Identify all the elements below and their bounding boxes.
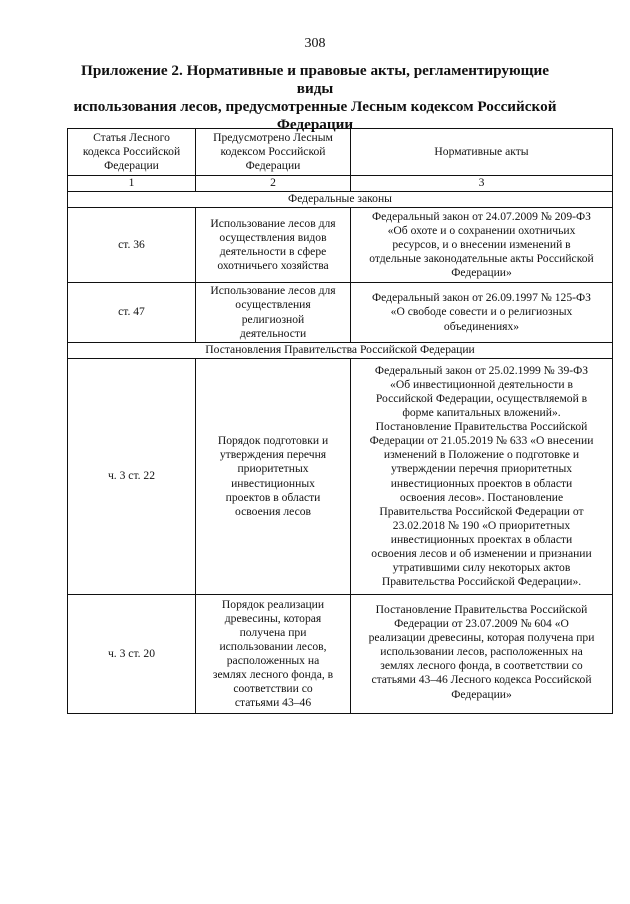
table-row xyxy=(68,595,613,714)
table-header-row xyxy=(68,129,613,176)
title-line: использования лесов, предусмотренные Лесным кодексом Российской xyxy=(73,98,557,115)
column-number: 1 xyxy=(68,176,196,192)
article-cell: ч. 3 ст. 20 xyxy=(68,595,196,714)
article-cell: ст. 36 xyxy=(68,208,196,283)
section-heading: Постановления Правительства Российской Федерации xyxy=(68,343,613,359)
provided-cell: Использование лесов для осуществления религиозной деятельности xyxy=(196,283,351,343)
article-cell: ст. 47 xyxy=(68,283,196,343)
appendix-title xyxy=(62,62,568,134)
acts-cell: Федеральный закон от 26.09.1997 № 125-ФЗ «О свободе совести и о религиозных объединениях» xyxy=(351,283,613,343)
title-line: Федерации xyxy=(276,116,354,133)
header-acts: Нормативные акты xyxy=(351,129,613,176)
article-cell: ч. 3 ст. 22 xyxy=(68,359,196,595)
header-article: Статья Лесного кодекса Российской Федерации xyxy=(68,129,196,176)
section-row-government-resolutions xyxy=(68,343,613,359)
column-number: 2 xyxy=(196,176,351,192)
acts-cell: Федеральный закон от 24.07.2009 № 209-ФЗ «Об охоте и о сохранении охотничьих ресурсов, и о внесении изменений в отдельные законодательные акты Российской Федерации» xyxy=(351,208,613,283)
section-row-federal-laws xyxy=(68,192,613,208)
header-provided: Предусмотрено Лесным кодексом Российской Федерации xyxy=(196,129,351,176)
title-line: Приложение 2. Нормативные и правовые акты, регламентирующие виды xyxy=(81,62,549,97)
column-number: 3 xyxy=(351,176,613,192)
section-heading: Федеральные законы xyxy=(68,192,613,208)
page-number: 308 xyxy=(304,36,326,51)
acts-cell: Федеральный закон от 25.02.1999 № 39-ФЗ «Об инвестиционной деятельности в Российской Федерации, осуществляемой в форме капитальных вложений». Постановление Правительства Российской Федерации от 21.05.2019 № 633 «О внесении изменений в Положение о подготовке и утверждении перечня приоритетных инвестиционных проектов в области освоения лесов». Постановление Правительства Российской Федерации от 23.02.2018 № 190 «О приоритетных инвестиционных проектах в области освоения лесов и об изменении и признании утратившими силу некоторых актов Правительства Российской Федерации». xyxy=(351,359,613,595)
column-number-row xyxy=(68,176,613,192)
provided-cell: Использование лесов для осуществления видов деятельности в сфере охотничьего хозяйства xyxy=(196,208,351,283)
acts-cell: Постановление Правительства Российской Федерации от 23.07.2009 № 604 «О реализации древесины, которая получена при использовании лесов, расположенных на землях лесного фонда, в соответствии со статьями 43–46 Лесного кодекса Российской Федерации» xyxy=(351,595,613,714)
provided-cell: Порядок реализации древесины, которая получена при использовании лесов, расположенных на землях лесного фонда, в соответствии со статьями 43–46 xyxy=(196,595,351,714)
provided-cell: Порядок подготовки и утверждения перечня приоритетных инвестиционных проектов в области освоения лесов xyxy=(196,359,351,595)
table-row xyxy=(68,208,613,283)
table-row xyxy=(68,359,613,595)
regulations-table xyxy=(67,128,613,714)
table-row xyxy=(68,283,613,343)
